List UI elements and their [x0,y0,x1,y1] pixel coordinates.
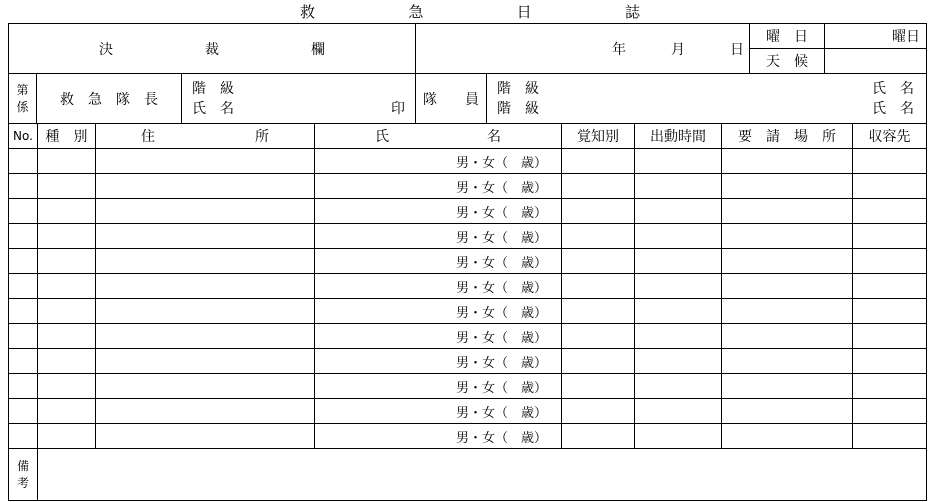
cell-hospital[interactable] [853,299,927,324]
cell-name[interactable]: 男・女（ 歳） [315,174,562,199]
table-row [9,324,927,349]
weather-label: 天 候 [750,49,825,74]
cell-no[interactable] [9,324,38,349]
col-detection: 覚知別 [562,124,635,149]
section-label-top: 第 [16,82,29,97]
title-char-3: 日 [516,2,532,21]
cell-type[interactable] [38,249,96,274]
cell-name[interactable]: 男・女（ 歳） [315,324,562,349]
col-no: No. [9,124,38,149]
member-label: 隊 員 [416,74,487,124]
table-row [9,299,927,324]
cell-request-place[interactable] [722,399,853,424]
cell-detection[interactable] [562,424,635,449]
cell-no[interactable] [9,174,38,199]
cell-detection[interactable] [562,249,635,274]
cell-dispatch-time[interactable] [635,274,722,299]
title-char-2: 急 [408,2,424,21]
seal-label: 印 [391,100,405,117]
table-row [9,424,927,449]
cell-dispatch-time[interactable] [635,399,722,424]
cell-request-place[interactable] [722,349,853,374]
cell-request-place[interactable] [722,374,853,399]
col-address [96,124,315,149]
cell-address[interactable] [96,349,315,374]
cell-detection[interactable] [562,374,635,399]
cell-hospital[interactable] [853,249,927,274]
col-address-right: 所 [255,129,269,145]
cell-type[interactable] [38,324,96,349]
cell-type[interactable] [38,174,96,199]
table-row [9,199,927,224]
table-row [9,399,927,424]
cell-type[interactable] [38,399,96,424]
cell-address[interactable] [96,274,315,299]
cell-dispatch-time[interactable] [635,349,722,374]
cell-address[interactable] [96,224,315,249]
cell-request-place[interactable] [722,299,853,324]
cell-dispatch-time[interactable] [635,199,722,224]
cell-no[interactable] [9,249,38,274]
cell-name[interactable]: 男・女（ 歳） [315,224,562,249]
cell-no[interactable] [9,349,38,374]
cell-name[interactable]: 男・女（ 歳） [315,424,562,449]
cell-dispatch-time[interactable] [635,374,722,399]
cell-address[interactable] [96,174,315,199]
cell-type[interactable] [38,299,96,324]
cell-type[interactable] [38,349,96,374]
weekday-value[interactable]: 曜日 [825,24,927,49]
weather-value[interactable] [825,49,927,74]
date-month: 月 [671,41,685,58]
cell-address[interactable] [96,249,315,274]
col-dispatch-time: 出動時間 [635,124,722,149]
cell-dispatch-time[interactable] [635,149,722,174]
cell-detection[interactable] [562,324,635,349]
col-name-right: 名 [487,129,501,145]
cell-request-place[interactable] [722,224,853,249]
cell-dispatch-time[interactable] [635,224,722,249]
header-row [9,124,927,149]
col-request-place: 要 請 場 所 [722,124,853,149]
captain-rank-label: 階 級 [192,80,234,97]
cell-type[interactable] [38,224,96,249]
cell-no[interactable] [9,399,38,424]
table-row [9,174,927,199]
approval-label-2: 裁 [205,41,219,58]
cell-dispatch-time[interactable] [635,324,722,349]
cell-dispatch-time[interactable] [635,424,722,449]
cell-no[interactable] [9,199,38,224]
member-name-label-1: 氏 名 [872,80,914,97]
table-row [9,374,927,399]
remarks-table [8,448,927,501]
header-table [8,23,927,74]
section-label-bottom: 係 [16,99,29,114]
page-title [300,0,640,22]
cell-hospital[interactable] [853,424,927,449]
approval-label-1: 決 [99,41,113,58]
cell-detection[interactable] [562,349,635,374]
cell-detection[interactable] [562,274,635,299]
cell-dispatch-time[interactable] [635,249,722,274]
member-cell[interactable] [487,74,927,124]
cell-name[interactable]: 男・女（ 歳） [315,274,562,299]
cell-detection[interactable] [562,399,635,424]
cell-name[interactable]: 男・女（ 歳） [315,199,562,224]
remarks-label-top: 備 [16,458,29,473]
crew-table [8,73,927,124]
cell-request-place[interactable] [722,274,853,299]
table-row [9,274,927,299]
title-char-1: 救 [300,2,316,21]
member-rank-label-2: 階 級 [497,100,539,117]
cell-address[interactable] [96,399,315,424]
cell-request-place[interactable] [722,199,853,224]
table-row [9,149,927,174]
cell-address[interactable] [96,299,315,324]
cell-dispatch-time[interactable] [635,174,722,199]
cell-detection[interactable] [562,299,635,324]
table-row [9,249,927,274]
cell-no[interactable] [9,274,38,299]
section-label [9,74,37,124]
approval-cell[interactable] [9,24,416,74]
date-day: 日 [730,41,744,58]
cell-hospital[interactable] [853,149,927,174]
cell-request-place[interactable] [722,149,853,174]
cell-request-place[interactable] [722,174,853,199]
cell-type[interactable] [38,374,96,399]
cell-hospital[interactable] [853,374,927,399]
cell-no[interactable] [9,424,38,449]
cell-request-place[interactable] [722,249,853,274]
cell-detection[interactable] [562,149,635,174]
cell-request-place[interactable] [722,324,853,349]
cell-type[interactable] [38,424,96,449]
cell-name[interactable]: 男・女（ 歳） [315,349,562,374]
cell-hospital[interactable] [853,224,927,249]
approval-label-3: 欄 [311,41,325,58]
captain-cell[interactable] [182,74,416,124]
log-table [8,123,927,449]
captain-name-label: 氏 名 [192,100,234,117]
weekday-label: 曜 日 [750,24,825,49]
cell-no[interactable] [9,224,38,249]
cell-type[interactable] [38,199,96,224]
cell-hospital[interactable] [853,349,927,374]
col-hospital: 収容先 [853,124,927,149]
cell-name[interactable]: 男・女（ 歳） [315,374,562,399]
col-name [315,124,562,149]
cell-name[interactable]: 男・女（ 歳） [315,399,562,424]
cell-hospital[interactable] [853,274,927,299]
cell-no[interactable] [9,374,38,399]
cell-no[interactable] [9,299,38,324]
remarks-label-bottom: 考 [16,475,29,490]
date-year: 年 [612,41,626,58]
cell-detection[interactable] [562,199,635,224]
cell-dispatch-time[interactable] [635,299,722,324]
cell-detection[interactable] [562,174,635,199]
cell-name[interactable]: 男・女（ 歳） [315,299,562,324]
cell-address[interactable] [96,324,315,349]
cell-name[interactable]: 男・女（ 歳） [315,149,562,174]
member-rank-label-1: 階 級 [497,80,539,97]
cell-hospital[interactable] [853,399,927,424]
remarks-field[interactable] [38,449,927,501]
cell-hospital[interactable] [853,199,927,224]
remarks-label [9,449,38,501]
member-name-label-2: 氏 名 [872,100,914,117]
cell-hospital[interactable] [853,174,927,199]
table-row [9,349,927,374]
col-name-left: 氏 [375,129,389,145]
col-address-left: 住 [141,129,155,145]
cell-hospital[interactable] [853,324,927,349]
cell-name[interactable]: 男・女（ 歳） [315,249,562,274]
date-cell[interactable] [416,24,750,74]
cell-request-place[interactable] [722,424,853,449]
cell-no[interactable] [9,149,38,174]
cell-address[interactable] [96,199,315,224]
cell-type[interactable] [38,274,96,299]
cell-type[interactable] [38,149,96,174]
table-row [9,224,927,249]
captain-label: 救 急 隊 長 [37,74,182,124]
cell-address[interactable] [96,149,315,174]
col-type: 種 別 [38,124,96,149]
cell-detection[interactable] [562,224,635,249]
title-char-4: 誌 [624,2,640,21]
cell-address[interactable] [96,374,315,399]
cell-address[interactable] [96,424,315,449]
